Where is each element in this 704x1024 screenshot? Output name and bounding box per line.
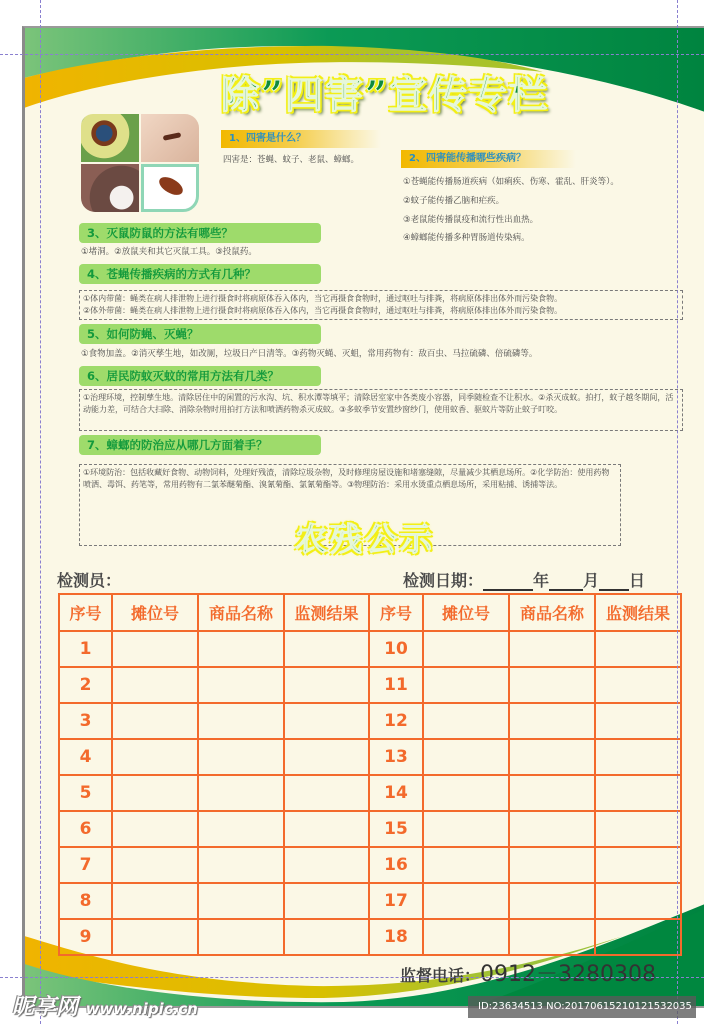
- date-label: 检测日期：: [403, 571, 484, 590]
- product-cell[interactable]: [198, 847, 284, 883]
- day-blank[interactable]: [599, 575, 629, 591]
- table-row: [59, 631, 681, 667]
- stall-cell[interactable]: [112, 811, 198, 847]
- answer-2-item: ②蚊子能传播乙脑和疟疾。: [403, 196, 505, 206]
- product-cell[interactable]: [509, 667, 595, 703]
- poster: [22, 26, 704, 1008]
- result-cell[interactable]: [595, 811, 681, 847]
- table-header-row: [59, 594, 681, 631]
- seq-cell: 18: [369, 919, 423, 955]
- seq-cell: 1: [59, 631, 112, 667]
- inspection-date: [403, 568, 645, 591]
- result-cell[interactable]: [595, 775, 681, 811]
- question-6-heading: 6、居民防蚊灭蚊的常用方法有几类？: [79, 366, 321, 386]
- table-row: [59, 667, 681, 703]
- residue-title: 农残公示: [294, 520, 435, 558]
- product-cell[interactable]: [198, 775, 284, 811]
- result-cell[interactable]: [595, 847, 681, 883]
- answer-4-item: ①体内带菌：蝇类在病人排泄物上进行摄食时将病原体吞入体内，当它再摄食食物时，通过呕吐与排粪，将病原体排出体外而污染食物。: [83, 294, 563, 303]
- seq-cell: 13: [369, 739, 423, 775]
- guide-line: [40, 0, 41, 1024]
- year-label: 年: [533, 571, 550, 590]
- product-cell[interactable]: [509, 811, 595, 847]
- stall-cell[interactable]: [423, 775, 509, 811]
- table-row: [59, 739, 681, 775]
- answer-4-box: [79, 290, 683, 320]
- table-row: [59, 919, 681, 955]
- result-cell[interactable]: [595, 883, 681, 919]
- watermark-id: ID:23634513 NO:20170615210121532035: [468, 996, 696, 1018]
- answer-3: ①堵洞。②放鼠夹和其它灭鼠工具。③投鼠药。: [81, 247, 257, 257]
- result-cell[interactable]: [284, 919, 369, 955]
- stall-cell[interactable]: [423, 739, 509, 775]
- seq-cell: 17: [369, 883, 423, 919]
- seq-cell: 16: [369, 847, 423, 883]
- table-row: [59, 883, 681, 919]
- col-header-result: 监测结果: [595, 594, 681, 631]
- seq-cell: 2: [59, 667, 112, 703]
- page-title: 除”四害”宣传专栏: [221, 72, 549, 117]
- product-cell[interactable]: [509, 703, 595, 739]
- product-cell[interactable]: [198, 667, 284, 703]
- col-header-product: 商品名称: [198, 594, 284, 631]
- watermark-url: www.nipic.cn: [85, 1000, 198, 1018]
- stall-cell[interactable]: [423, 631, 509, 667]
- product-cell[interactable]: [509, 775, 595, 811]
- seq-cell: 11: [369, 667, 423, 703]
- stall-cell[interactable]: [112, 775, 198, 811]
- stall-cell[interactable]: [423, 811, 509, 847]
- pest-photo-grid: [81, 114, 199, 212]
- rat-photo: [81, 164, 139, 212]
- seq-cell: 7: [59, 847, 112, 883]
- result-cell[interactable]: [284, 811, 369, 847]
- day-label: 日: [629, 571, 646, 590]
- answer-2-item: ④蟑螂能传播多种胃肠道传染病。: [403, 233, 530, 243]
- stall-cell[interactable]: [112, 739, 198, 775]
- col-header-seq: 序号: [59, 594, 112, 631]
- product-cell[interactable]: [198, 811, 284, 847]
- stall-cell[interactable]: [423, 703, 509, 739]
- stall-cell[interactable]: [112, 631, 198, 667]
- seq-cell: 14: [369, 775, 423, 811]
- result-cell[interactable]: [284, 703, 369, 739]
- table-row: [59, 775, 681, 811]
- seq-cell: 10: [369, 631, 423, 667]
- result-cell[interactable]: [595, 631, 681, 667]
- fly-photo: [81, 114, 139, 162]
- stall-cell[interactable]: [112, 847, 198, 883]
- residue-table: [58, 593, 682, 956]
- question-4-heading: 4、苍蝇传播疾病的方式有几种？: [79, 264, 321, 284]
- guide-line: [0, 977, 704, 978]
- seq-cell: 3: [59, 703, 112, 739]
- answer-2-item: ③老鼠能传播鼠疫和流行性出血热。: [403, 215, 539, 225]
- question-3-heading: 3、灭鼠防鼠的方法有哪些？: [79, 223, 321, 243]
- product-cell[interactable]: [509, 883, 595, 919]
- seq-cell: 15: [369, 811, 423, 847]
- seq-cell: 5: [59, 775, 112, 811]
- mosquito-photo: [141, 114, 199, 162]
- product-cell[interactable]: [198, 631, 284, 667]
- supervision-phone: [400, 957, 656, 988]
- result-cell[interactable]: [284, 775, 369, 811]
- product-cell[interactable]: [198, 919, 284, 955]
- answer-1: 四害是：苍蝇、蚊子、老鼠、蟑螂。: [223, 155, 360, 165]
- year-blank[interactable]: [483, 575, 533, 591]
- product-cell[interactable]: [509, 739, 595, 775]
- product-cell[interactable]: [509, 847, 595, 883]
- seq-cell: 8: [59, 883, 112, 919]
- watermark-brand: [12, 990, 198, 1021]
- result-cell[interactable]: [284, 631, 369, 667]
- col-header-seq: 序号: [369, 594, 423, 631]
- guide-line: [677, 0, 678, 1024]
- question-2-heading: 2、四害能传播哪些疾病？: [401, 150, 576, 168]
- phone-number: 0912－3280308: [480, 962, 656, 987]
- col-header-stall: 摊位号: [423, 594, 509, 631]
- cockroach-photo: [141, 164, 199, 212]
- question-7-heading: 7、蟑螂的防治应从哪几方面着手？: [79, 435, 321, 455]
- col-header-result: 监测结果: [284, 594, 369, 631]
- question-1-heading: 1、四害是什么？: [221, 130, 381, 148]
- result-cell[interactable]: [595, 919, 681, 955]
- seq-cell: 4: [59, 739, 112, 775]
- watermark-brand-name: 昵享网: [12, 995, 79, 1020]
- answer-5: ①食物加盖。②消灭孳生地，如改厕，垃圾日产日清等。③药物灭蝇、灭蛆，常用药物有：敌百虫、马拉硫磷、倍硫磷等。: [81, 349, 538, 359]
- seq-cell: 6: [59, 811, 112, 847]
- result-cell[interactable]: [284, 667, 369, 703]
- col-header-stall: 摊位号: [112, 594, 198, 631]
- result-cell[interactable]: [595, 739, 681, 775]
- product-cell[interactable]: [198, 883, 284, 919]
- result-cell[interactable]: [284, 883, 369, 919]
- question-5-heading: 5、如何防蝇、灭蝇？: [79, 324, 321, 344]
- inspector-label: 检测员：: [57, 571, 122, 590]
- seq-cell: 12: [369, 703, 423, 739]
- month-label: 月: [583, 571, 600, 590]
- guide-line: [0, 54, 704, 55]
- phone-label: 监督电话：: [400, 966, 481, 985]
- result-cell[interactable]: [595, 703, 681, 739]
- product-cell[interactable]: [509, 919, 595, 955]
- answer-6-box: [79, 389, 683, 431]
- stall-cell[interactable]: [423, 883, 509, 919]
- product-cell[interactable]: [509, 631, 595, 667]
- col-header-product: 商品名称: [509, 594, 595, 631]
- answer-7: ①环境防治：包括收藏好食物、动物饲料，处理好残渣，清除垃圾杂物，及时修理房屋设施和堵塞缝隙，尽量减少其栖息场所。②化学防治：使用药物喷洒、毒饵、药笔等，常用药物有二氯苯醚菊酯、溴氰菊酯、氯氰菊酯等。③物理防治：采用水烫重点栖息场所，采用粘捕、诱捕等法。: [83, 468, 610, 489]
- answer-2-item: ①苍蝇能传播肠道疾病（如痢疾、伤寒、霍乱、肝炎等）。: [403, 177, 619, 187]
- stall-cell[interactable]: [112, 703, 198, 739]
- product-cell[interactable]: [198, 703, 284, 739]
- table-row: [59, 847, 681, 883]
- result-cell[interactable]: [284, 739, 369, 775]
- product-cell[interactable]: [198, 739, 284, 775]
- month-blank[interactable]: [549, 575, 583, 591]
- stall-cell[interactable]: [423, 667, 509, 703]
- stall-cell[interactable]: [112, 883, 198, 919]
- stall-cell[interactable]: [112, 667, 198, 703]
- result-cell[interactable]: [595, 667, 681, 703]
- answer-4-item: ②体外带菌：蝇类在病人排泄物上进行摄食时将病原体吞入体内，当它再摄食食物时，通过呕吐与排粪，将病原体排出体外而污染食物。: [83, 306, 563, 315]
- stall-cell[interactable]: [423, 919, 509, 955]
- table-row: [59, 703, 681, 739]
- result-cell[interactable]: [284, 847, 369, 883]
- stall-cell[interactable]: [112, 919, 198, 955]
- answer-6: ①治理环境，控制孳生地。清除居住中的闲置的污水沟、坑、积水潭等填平；清除居室家中各类废小容器，同季随检查不让积水。②杀灭成蚊。拍打，蚊子越冬期间，活动能力差，可结合大扫除、消除杂物时用拍打方法和喷洒药物杀灭成蚊。③多蚊季节安置纱窗纱门，使用蚊香、驱蚊片等防止蚊子叮咬。: [83, 393, 674, 414]
- table-row: [59, 811, 681, 847]
- seq-cell: 9: [59, 919, 112, 955]
- stall-cell[interactable]: [423, 847, 509, 883]
